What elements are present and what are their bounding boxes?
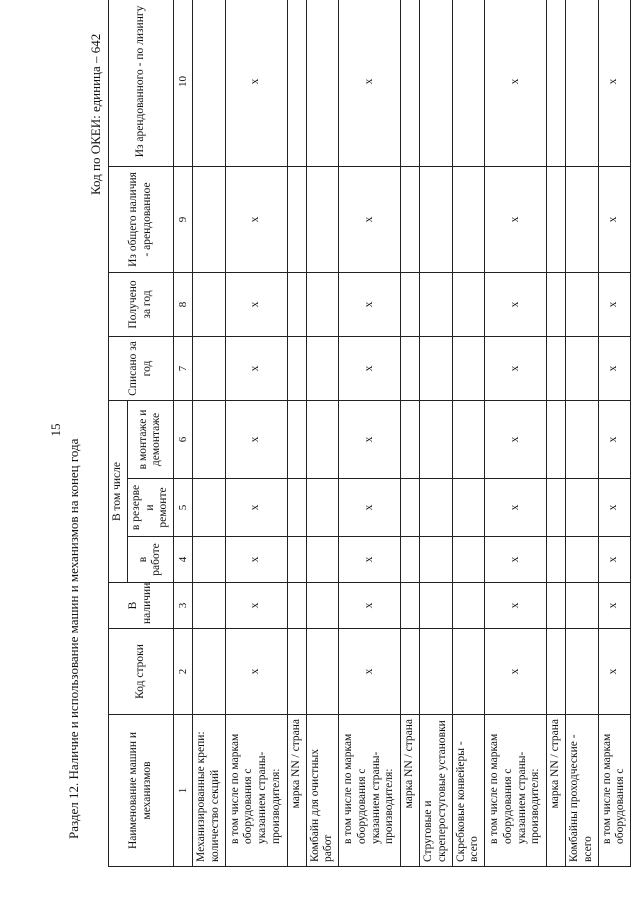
okei-code: Код по ОКЕИ: единица – 642 xyxy=(88,33,103,195)
row-label: марка NN / страна xyxy=(287,715,306,867)
x-mark: x xyxy=(598,166,631,272)
header-name: Наименование машин и механизмов xyxy=(109,715,174,867)
table-row xyxy=(419,0,452,867)
col-num: 8 xyxy=(174,272,193,336)
header-received: Получено за год xyxy=(109,272,174,336)
header-in-reserve: в резерве и ремонте xyxy=(127,479,173,537)
table-row xyxy=(225,0,287,867)
table-row xyxy=(193,0,226,867)
row-label: Струговые и скреперостуговые установки xyxy=(419,715,452,867)
row-label: марка NN / страна xyxy=(547,715,566,867)
column-numbers-row xyxy=(174,0,193,867)
x-mark: x xyxy=(598,336,631,400)
x-mark: x xyxy=(485,272,547,336)
section-title: Раздел 12. Наличие и использование машин и механизмов на конец года xyxy=(66,438,81,839)
col-num: 10 xyxy=(174,0,193,166)
table-row xyxy=(287,0,306,867)
x-mark: x xyxy=(339,272,401,336)
x-mark: x xyxy=(485,336,547,400)
col-num: 6 xyxy=(174,400,193,478)
x-mark: x xyxy=(225,629,287,715)
col-num: 3 xyxy=(174,583,193,629)
machines-table xyxy=(108,0,631,867)
x-mark: x xyxy=(225,272,287,336)
x-mark: x xyxy=(339,0,401,166)
x-mark: x xyxy=(225,537,287,583)
row-label: Комбайны проходческие - всего xyxy=(565,715,598,867)
x-mark: x xyxy=(598,479,631,537)
x-mark: x xyxy=(598,629,631,715)
table-row xyxy=(401,0,420,867)
x-mark: x xyxy=(339,400,401,478)
header-in-work: в работе xyxy=(127,537,173,583)
header-leased-out: Из арендованного - по лизингу xyxy=(109,0,174,166)
x-mark: x xyxy=(598,400,631,478)
x-mark: x xyxy=(485,583,547,629)
row-label: Скребковые конвейеры - всего xyxy=(452,715,485,867)
x-mark: x xyxy=(485,629,547,715)
header-written-off: Списано за год xyxy=(109,336,174,400)
x-mark: x xyxy=(225,166,287,272)
x-mark: x xyxy=(485,537,547,583)
x-mark: x xyxy=(339,537,401,583)
row-label: в том числе по маркам оборудования с указанием страны-производителя: xyxy=(225,715,287,867)
x-mark: x xyxy=(225,583,287,629)
page-number: 15 xyxy=(48,423,63,437)
table-row xyxy=(565,0,598,867)
x-mark: x xyxy=(225,479,287,537)
x-mark: x xyxy=(339,583,401,629)
x-mark: x xyxy=(339,336,401,400)
x-mark: x xyxy=(598,0,631,166)
table-row xyxy=(547,0,566,867)
x-mark: x xyxy=(225,336,287,400)
x-mark: x xyxy=(485,479,547,537)
col-num: 5 xyxy=(174,479,193,537)
col-num: 2 xyxy=(174,629,193,715)
row-label: в том числе по маркам оборудования с указанием страны-производителя: xyxy=(485,715,547,867)
row-label: марка NN / страна xyxy=(401,715,420,867)
table-row xyxy=(452,0,485,867)
row-label: Комбайн для очистных работ xyxy=(306,715,339,867)
x-mark: x xyxy=(485,400,547,478)
header-in-mount: в монтаже и демонтаже xyxy=(127,400,173,478)
header-available: В наличии xyxy=(109,583,174,629)
col-num: 7 xyxy=(174,336,193,400)
col-num: 4 xyxy=(174,537,193,583)
table-row xyxy=(485,0,547,867)
col-num: 1 xyxy=(174,715,193,867)
header-code: Код строки xyxy=(109,629,174,715)
x-mark: x xyxy=(485,166,547,272)
header-including: В том числе xyxy=(109,400,128,582)
table-row xyxy=(598,0,631,867)
x-mark: x xyxy=(598,583,631,629)
x-mark: x xyxy=(598,272,631,336)
x-mark: x xyxy=(225,400,287,478)
x-mark: x xyxy=(598,537,631,583)
header-leased-from-total: Из общего наличия - арендованное xyxy=(109,166,174,272)
x-mark: x xyxy=(339,479,401,537)
row-label: в том числе по маркам оборудования с указанием страны-производителя: xyxy=(339,715,401,867)
x-mark: x xyxy=(225,0,287,166)
row-label: Механизированные крепи: количество секций xyxy=(193,715,226,867)
x-mark: x xyxy=(339,166,401,272)
x-mark: x xyxy=(485,0,547,166)
table-row xyxy=(306,0,339,867)
row-label: в том числе по маркам оборудования с xyxy=(598,715,631,867)
col-num: 9 xyxy=(174,166,193,272)
table-row xyxy=(339,0,401,867)
x-mark: x xyxy=(339,629,401,715)
